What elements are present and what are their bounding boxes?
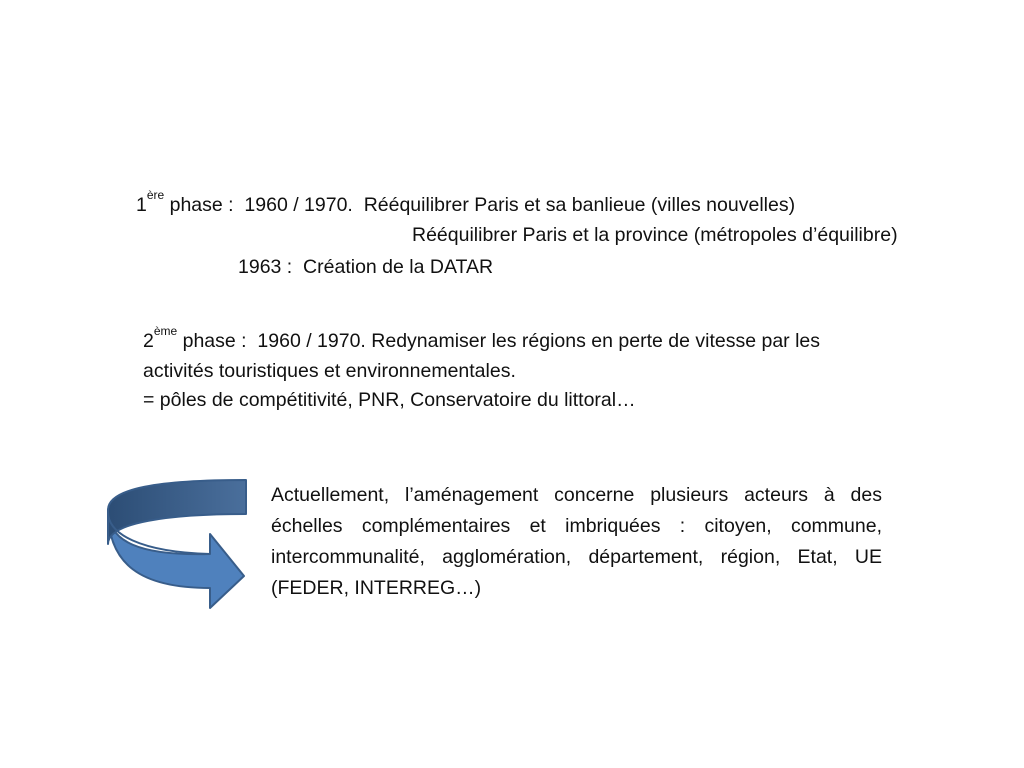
phase1-heading <box>136 188 796 219</box>
phase2-line3: = pôles de compétitivité, PNR, Conservatoire du littoral… <box>143 389 636 411</box>
phase1-line3: 1963 : Création de la DATAR <box>238 256 494 278</box>
phase2-superscript: ème <box>153 324 178 338</box>
phase1-number: 1 <box>136 194 147 216</box>
phase2-number: 2 <box>143 330 154 352</box>
phase1-superscript: ère <box>146 188 165 202</box>
phase2-block <box>143 324 820 416</box>
phase2-line2: activités touristiques et environnementales. <box>143 359 516 382</box>
phase1-line1-text: phase : 1960 / 1970. Rééquilibrer Paris et sa banlieue (villes nouvelles) <box>164 194 796 216</box>
phase1-line2: Rééquilibrer Paris et la province (métropoles d’équilibre) <box>412 224 898 246</box>
current-actors-paragraph: Actuellement, l’aménagement concerne plusieurs acteurs à des échelles complémentaires et imbriquées : citoyen, commune, intercommunalité, agglomération, département, région, Etat, UE (FEDER, INTERREG…) <box>271 484 882 599</box>
phase2-line1-text: phase : 1960 / 1970. Redynamiser les régions en perte de vitesse par les <box>177 330 820 352</box>
curved-right-arrow-icon <box>100 472 260 617</box>
phase2-line1 <box>143 324 820 357</box>
